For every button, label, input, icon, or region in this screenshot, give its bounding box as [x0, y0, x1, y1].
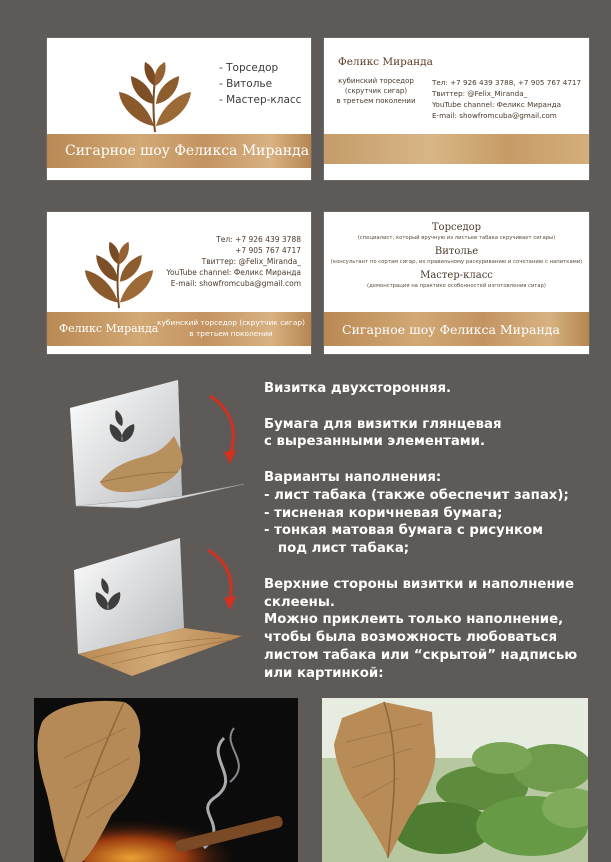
- note-line: чтобы была возможность любоваться: [264, 630, 558, 646]
- services-block: [324, 222, 589, 291]
- note-line: - тонкая матовая бумага с рисунком: [264, 523, 544, 539]
- contact-phone: Тел: +7 926 439 3788: [216, 235, 301, 244]
- note-line: Визитка двухсторонняя.: [264, 381, 452, 396]
- note-paragraph: [264, 576, 577, 683]
- service-title: Мастер-класс: [420, 270, 493, 281]
- business-card-back-services: [324, 212, 589, 354]
- subtitle-line: в третьем поколении: [189, 329, 273, 338]
- note-paragraph: [264, 416, 577, 452]
- show-title: Сигарное шоу Феликса Миранда: [65, 143, 310, 159]
- business-card-front-logo: [47, 38, 311, 180]
- subtitle-block: [151, 317, 311, 339]
- note-line: склеены.: [264, 594, 335, 610]
- subtitle-line: кубинский торседор: [338, 77, 414, 85]
- smoke-photo-art: [34, 698, 298, 862]
- plants-photo-art: [322, 698, 588, 862]
- note-line: листом табака или “скрытой” надписью: [264, 647, 578, 663]
- folded-card-leaf-illustration: [60, 376, 250, 516]
- folded-card-kraft-illustration: [72, 536, 252, 686]
- kraft-strip: [47, 312, 311, 346]
- service-item: - Мастер-класс: [219, 94, 302, 106]
- tobacco-leaf-logo-icon: [113, 58, 197, 134]
- kraft-strip: [47, 134, 311, 168]
- business-card-back-logo: [47, 212, 311, 354]
- contact-email: E-mail: showfromcuba@gmail.com: [170, 279, 301, 288]
- kraft-strip: [324, 134, 589, 164]
- person-name: Феликс Миранда: [59, 322, 159, 335]
- contact-youtube: YouTube channel: Феликс Миранда: [166, 268, 301, 277]
- show-title: Сигарное шоу Феликса Миранда: [342, 322, 560, 337]
- contact-phone: Тел: +7 926 439 3788, +7 905 767 4717: [432, 78, 582, 87]
- photo-tobacco-plants: [322, 698, 588, 862]
- business-card-front-contacts: [324, 38, 589, 180]
- service-title: Торседор: [431, 222, 482, 233]
- note-line: Варианты наполнения:: [264, 469, 442, 485]
- kraft-strip: [324, 312, 589, 346]
- contact-phone-2: +7 905 767 4717: [235, 246, 301, 255]
- note-line: - тисненая коричневая бумага;: [264, 505, 503, 521]
- subtitle-line: в третьем поколении: [336, 97, 416, 105]
- services-list: [219, 60, 301, 108]
- note-line: или картинкой:: [264, 665, 384, 681]
- contact-youtube: YouTube channel: Феликс Миранда: [432, 100, 562, 109]
- note-line: Бумага для визитки глянцевая: [264, 416, 502, 432]
- service-desc: (специалист, который вручную из листьев табака скручивает сигары): [357, 235, 556, 241]
- service-item: - Торседор: [219, 62, 279, 74]
- service-title: Витолье: [434, 246, 479, 257]
- note-paragraph: [264, 469, 577, 558]
- service-desc: (консультант по сортам сигар, их правильному раскуриванию и сочетанию с напитками): [330, 259, 583, 265]
- photo-tobacco-leaf-smoke: [34, 698, 298, 862]
- contact-twitter: Твиттер: @Felix_Miranda_: [432, 89, 528, 98]
- note-paragraph: [264, 380, 577, 398]
- subtitle-line: (скрутчик сигар): [344, 87, 408, 95]
- subtitle-line: кубинский торседор (скрутчик сигар): [157, 318, 305, 327]
- tobacco-leaf-logo-icon: [79, 238, 159, 310]
- contacts-block: [166, 234, 301, 289]
- note-line: Верхние стороны визитки и наполнение: [264, 576, 574, 592]
- service-item: - Витолье: [219, 78, 273, 90]
- contacts-block: [432, 77, 581, 121]
- contact-twitter: Твиттер: @Felix_Miranda_: [201, 257, 301, 266]
- note-line: под лист табака;: [264, 541, 410, 557]
- note-line: - лист табака (также обеспечит запах);: [264, 487, 569, 503]
- subtitle-block: [334, 76, 418, 106]
- note-line: Можно приклеить только наполнение,: [264, 612, 564, 628]
- person-name: Феликс Миранда: [338, 56, 433, 68]
- service-desc: (демонстрация на практике особенностей изготовления сигар): [367, 283, 546, 289]
- contact-email: E-mail: showfromcuba@gmail.com: [432, 111, 557, 120]
- description-text: [264, 380, 577, 700]
- note-line: с вырезанными элементами.: [264, 434, 486, 450]
